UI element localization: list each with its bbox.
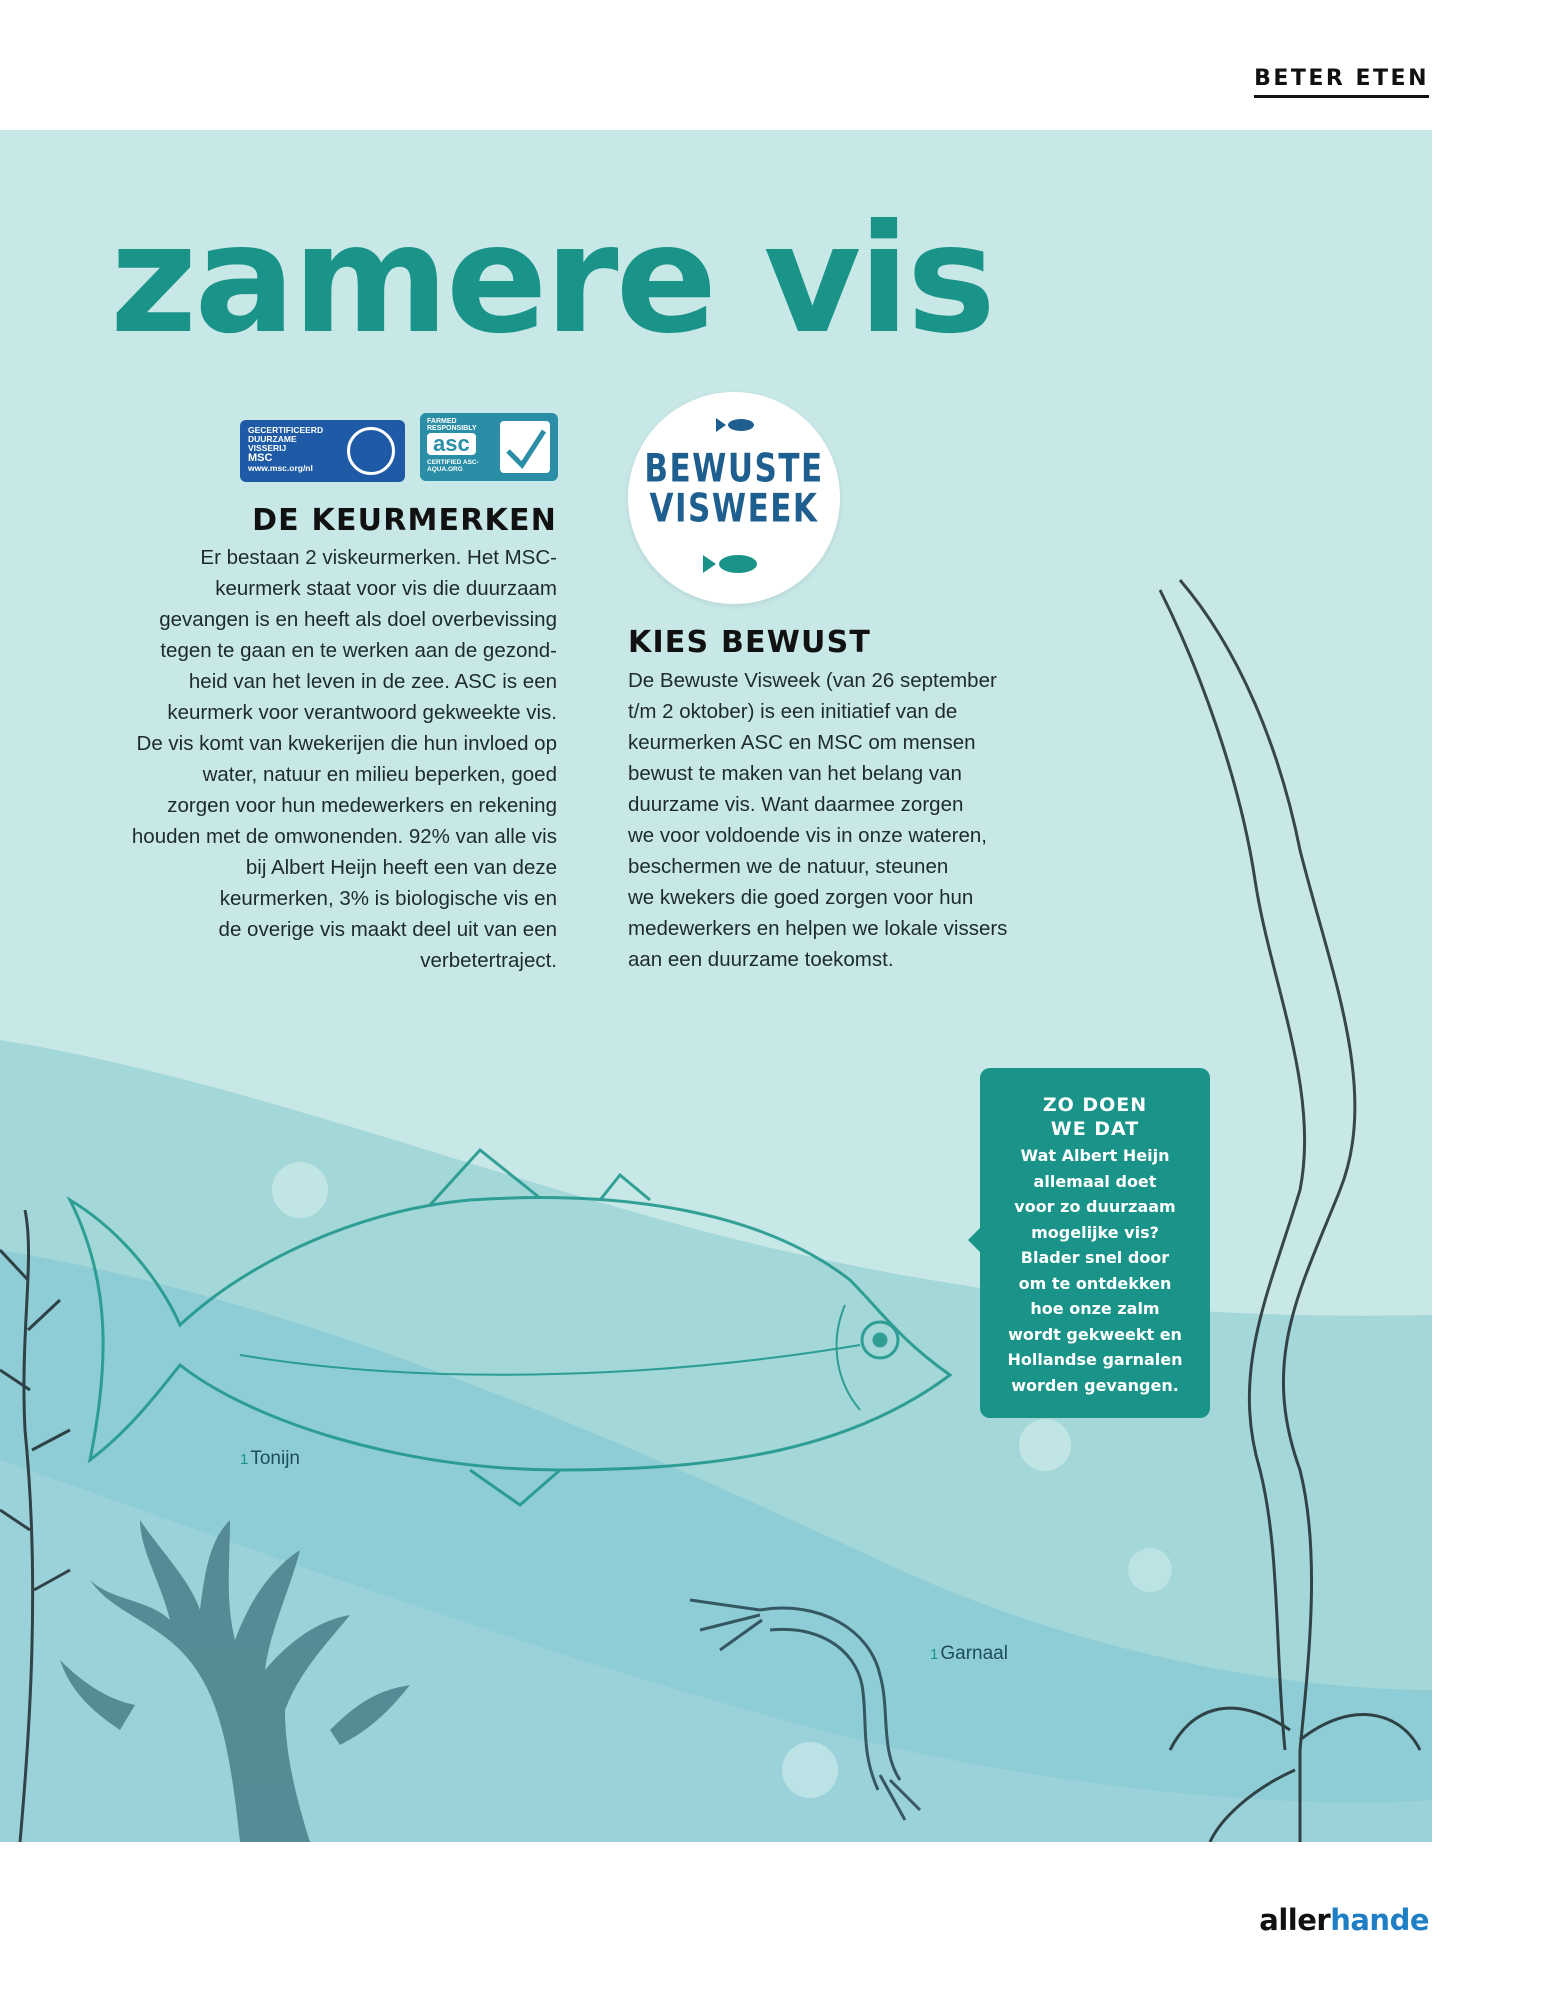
callout-title: ZO DOEN WE DAT [1042,1094,1148,1140]
asc-logo: FARMED RESPONSIBLY asc CERTIFIED ASC-AQUA.ORG [420,413,558,481]
msc-logo-text: GECERTIFICEERD DUURZAME VISSERIJ MSC www.msc.org/nl [248,425,324,474]
kies-bewust-body: De Bewuste Visweek (van 26 september t/m 2 oktober) is een initiatief van de keurmerken ASC en MSC om mensen bewust te maken van het belang van duurzame vis. Want daarmee zorgen we voor voldoende vis in onze wateren, beschermen we de natuur, steunen we kwekers die goed zorgen voor hun medewerkers en helpen we lokale vissers aan een duurzame toekomst. [628,669,1008,971]
kies-bewust-heading: KIES BEWUST [628,625,872,660]
page-title: zamere vis [110,193,993,367]
brand-logo: allerhande [1259,1903,1429,1937]
callout-body: Wat Albert Heijn allemaal doet voor zo duurzaam mogelijke vis? Blader snel door om te ontdekken hoe onze zalm wordt gekweekt en Hollandse garnalen worden gevangen. [1007,1146,1183,1395]
article-panel [0,130,1432,1842]
callout-box [980,1068,1210,1418]
asc-fish-icon [500,421,550,473]
msc-logo [240,420,405,482]
badge-line-2: VISWEEK [649,486,819,532]
caption-garnaal: 1 Garnaal [930,1643,1008,1664]
fish-icon [716,418,754,432]
msc-fish-icon [347,427,395,475]
keurmerken-body: Er bestaan 2 viskeurmerken. Het MSC- keurmerk staat voor vis die duurzaam gevangen is en heeft als doel overbevissing tegen te gaan en te werken aan de gezond- heid van het leven in de zee. ASC is een keurmerk voor verantwoord gekweekte vis. De vis komt van kwekerijen die hun invloed op water, natuur en milieu beperken, goed zorgen voor hun medewerkers en rekening houden met de omwonenden. 92% van alle vis bij Albert Heijn heeft een van deze keurmerken, 3% is biologische vis en de overige vis maakt deel uit van een verbetertraject. [131,546,557,972]
section-label: BETER ETEN [1254,66,1429,98]
bewuste-visweek-badge [628,392,840,604]
fish-icon [703,555,757,573]
caption-tonijn: 1 Tonijn [240,1448,300,1469]
background-art [0,130,1432,1842]
keurmerken-heading: DE KEURMERKEN [252,503,557,538]
badge-line-1: BEWUSTE [644,446,824,492]
